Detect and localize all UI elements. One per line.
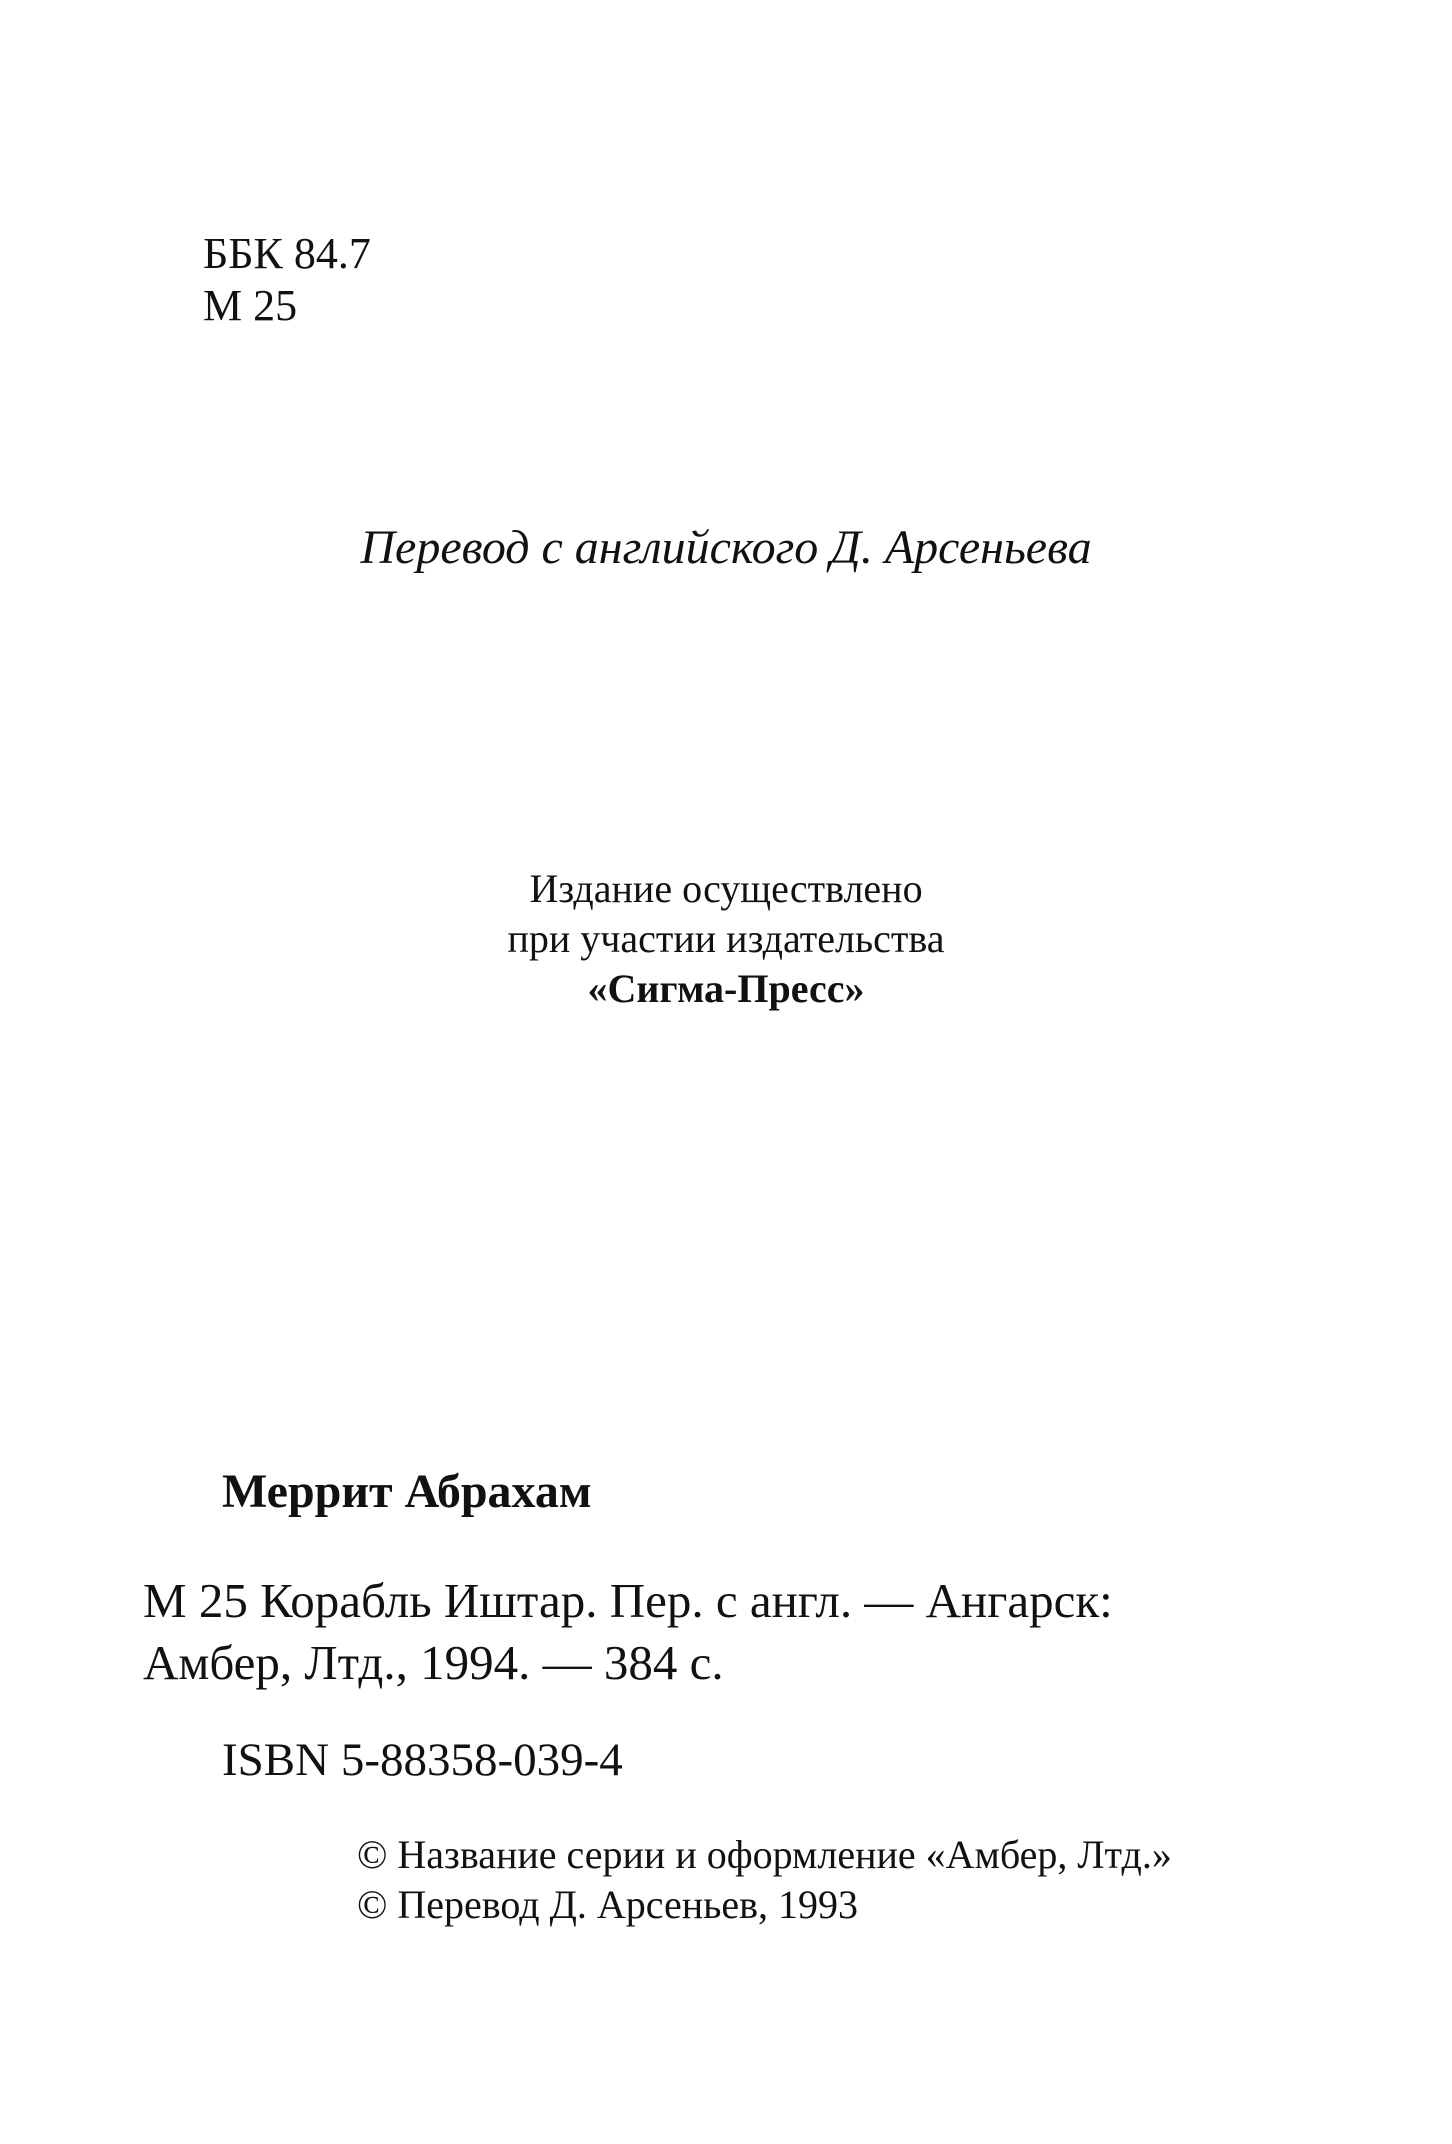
author-mark: М 25 (203, 281, 298, 330)
publisher-name: «Сигма-Пресс» (587, 966, 865, 1011)
bbk-code: ББК 84.7 (203, 229, 371, 278)
publishing-note-line2: при участии издательства (507, 916, 945, 961)
bibliographic-line1: М 25 Корабль Иштар. Пер. с англ. — Ангарск: (143, 1573, 1113, 1628)
publishing-note (0, 864, 1452, 1014)
copyright-line2: © Перевод Д. Арсеньев, 1993 (357, 1882, 859, 1927)
bibliographic-line2: Амбер, Лтд., 1994. — 384 с. (143, 1635, 724, 1690)
publishing-note-line1: Издание осуществлено (529, 866, 923, 911)
copyright-notice (357, 1830, 1172, 1930)
bibliographic-record (143, 1570, 1323, 1694)
classification-block (203, 228, 371, 332)
isbn: ISBN 5-88358-039-4 (222, 1734, 623, 1786)
author-name: Меррит Абрахам (222, 1465, 592, 1518)
copyright-line1: © Название серии и оформление «Амбер, Лтд.» (357, 1832, 1172, 1877)
translator-note: Перевод с английского Д. Арсеньева (360, 521, 1092, 574)
